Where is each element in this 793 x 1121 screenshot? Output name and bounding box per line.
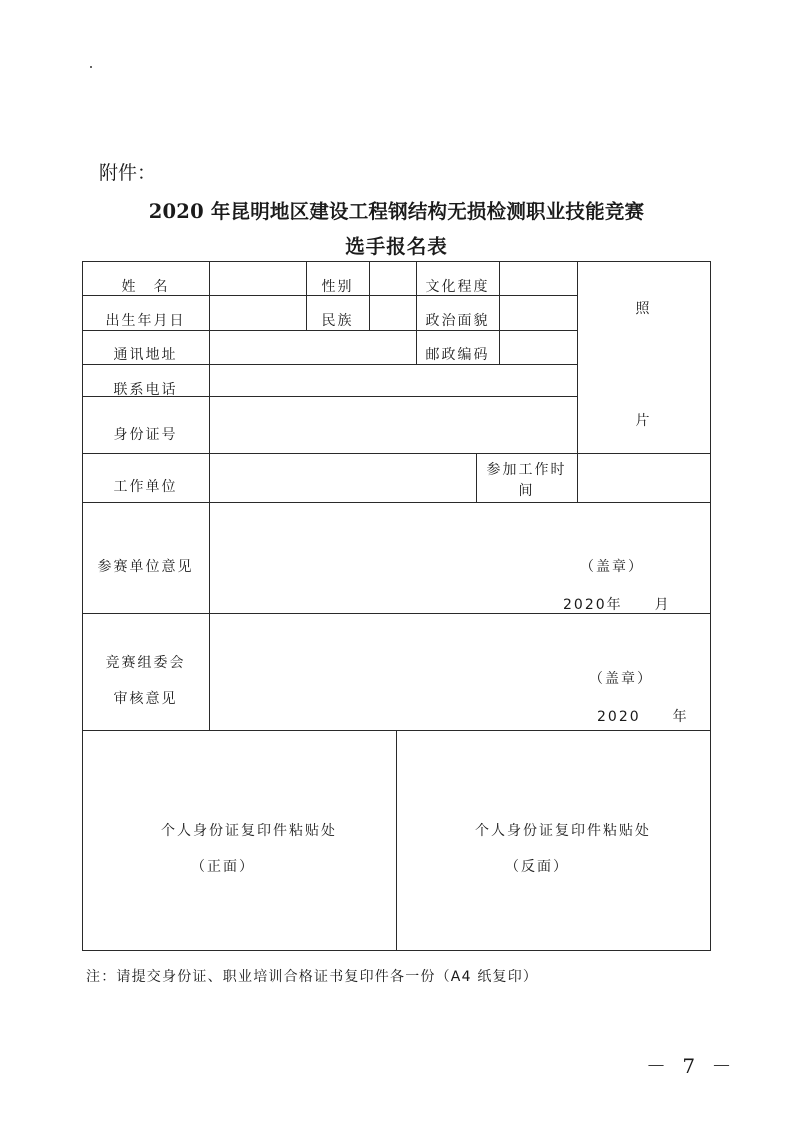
- id-copy-front-label: 个人身份证复印件粘贴处: [161, 823, 337, 839]
- id-copy-back-label: 个人身份证复印件粘贴处: [475, 823, 651, 839]
- footnote: 注：请提交身份证、职业培训合格证书复印件各一份（A4 纸复印）: [86, 969, 539, 985]
- unit-seal-text: （盖章）: [580, 559, 644, 575]
- id-number-label: 身份证号: [113, 427, 178, 443]
- postcode-label: 邮政编码: [425, 347, 490, 363]
- address-label: 通讯地址: [113, 347, 178, 363]
- ethnicity-label: 民族: [321, 313, 354, 329]
- unit-opinion-label: 参赛单位意见: [97, 559, 194, 575]
- document-title: 2020 年昆明地区建设工程钢结构无损检测职业技能竞赛: [148, 200, 645, 223]
- photo-label-bottom: 片: [635, 413, 652, 429]
- education-label: 文化程度: [425, 279, 490, 295]
- document-subtitle: 选手报名表: [345, 235, 448, 258]
- page-number: － 7 －: [646, 1054, 737, 1078]
- name-label: 姓 名: [121, 279, 170, 295]
- birthdate-label: 出生年月日: [105, 313, 186, 329]
- id-copy-front-side: （正面）: [191, 859, 255, 875]
- photo-label-top: 照: [635, 301, 652, 317]
- unit-date-text: 2020年 月: [563, 597, 671, 613]
- work-start-label-line2: 间: [518, 483, 535, 499]
- work-unit-label: 工作单位: [113, 479, 178, 495]
- gender-label: 性别: [321, 279, 354, 295]
- attachment-label: 附件：: [99, 162, 157, 184]
- committee-label-line2: 审核意见: [113, 691, 178, 707]
- committee-seal-text: （盖章）: [589, 671, 653, 687]
- phone-label: 联系电话: [113, 382, 178, 398]
- id-copy-back-side: （反面）: [505, 859, 569, 875]
- committee-date-text: 2020 年: [597, 709, 689, 725]
- political-status-label: 政治面貌: [425, 313, 490, 329]
- committee-label-line1: 竞赛组委会: [105, 655, 186, 671]
- work-start-label-line1: 参加工作时: [486, 462, 567, 478]
